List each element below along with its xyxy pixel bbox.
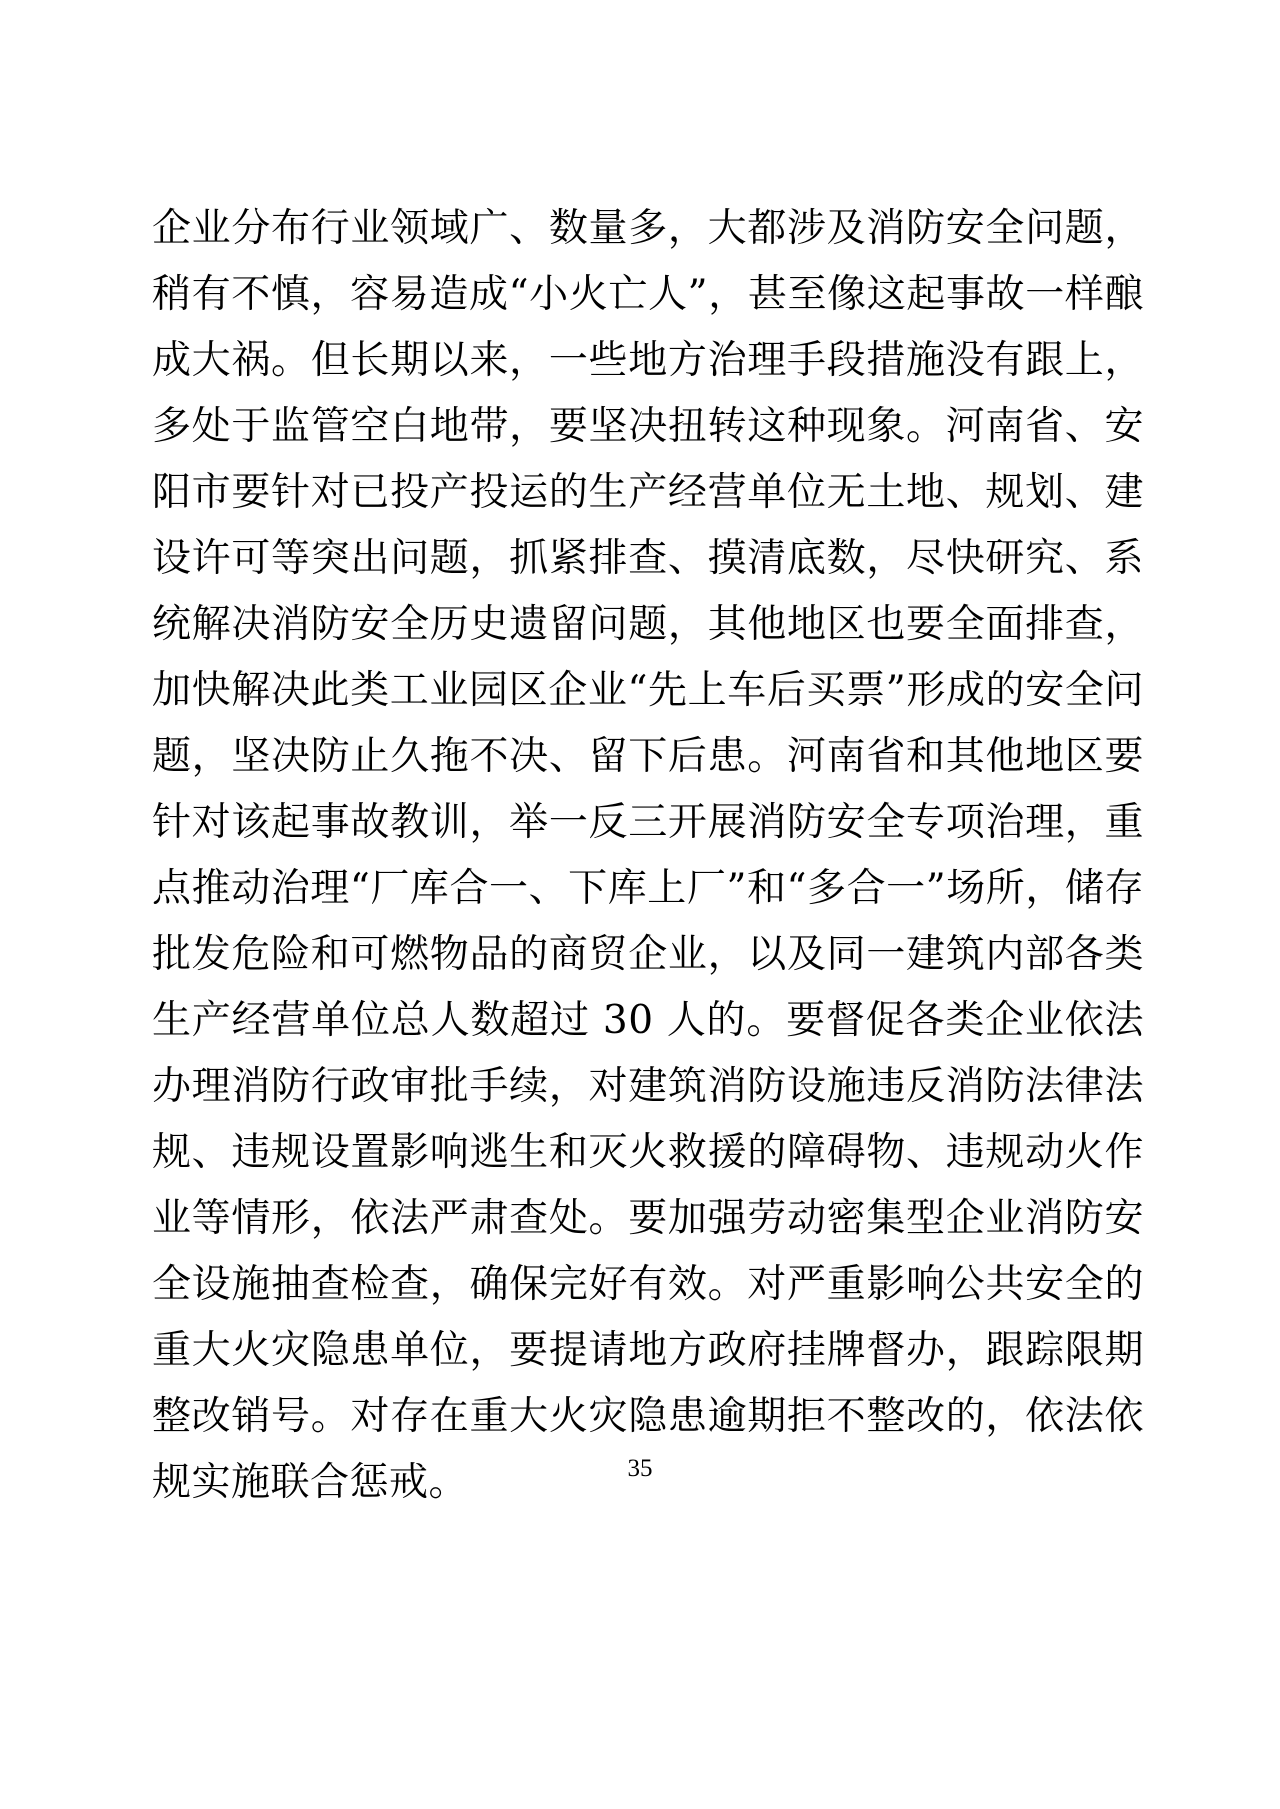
page-number: 35 <box>627 1455 653 1482</box>
body-paragraph: 企业分布行业领域广、数量多，大都涉及消防安全问题，稍有不慎，容易造成“小火亡人”，甚至像这起事故一样酿成大祸。但长期以来，一些地方治理手段措施没有跟上，多处于监管空白地带，要坚决扭转这种现象。河南省、安阳市要针对已投产投运的生产经营单位无土地、规划、建设许可等突出问题，抓紧排查、摸清底数，尽快研究、系统解决消防安全历史遗留问题，其他地区也要全面排查，加快解决此类工业园区企业“先上车后买票”形成的安全问题，坚决防止久拖不决、留下后患。河南省和其他地区要针对该起事故教训，举一反三开展消防安全专项治理，重点推动治理“厂库合一、下库上厂”和“多合一”场所，储存批发危险和可燃物品的商贸企业，以及同一建筑内部各类生产经营单位总人数超过 30 人的。要督促各类企业依法办理消防行政审批手续，对建筑消防设施违反消防法律法规、违规设置影响逃生和灭火救援的障碍物、违规动火作业等情形，依法严肃查处。要加强劳动密集型企业消防安全设施抽查检查，确保完好有效。对严重影响公共安全的重大火灾隐患单位，要提请地方政府挂牌督办，跟踪限期整改销号。对存在重大火灾隐患逾期拒不整改的，依法依规实施联合惩戒。 <box>152 206 1144 1505</box>
document-body <box>152 196 1144 1516</box>
